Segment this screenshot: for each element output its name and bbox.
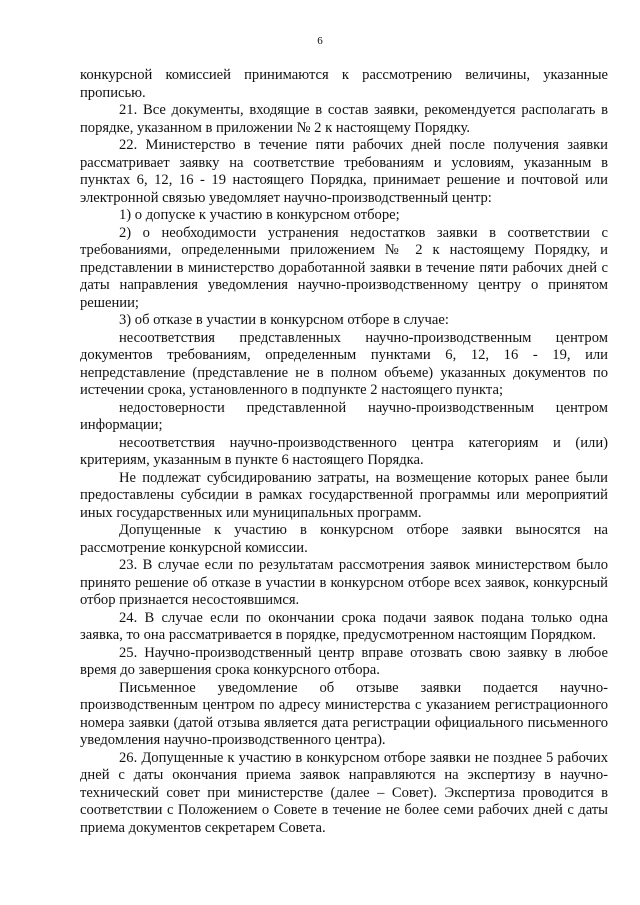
paragraph-item-26: 26. Допущенные к участию в конкурсном отборе заявки не позднее 5 рабочих дней с даты окончания приема заявок направляются на экспертизу в научно-технический совет при министерстве (далее – Совет). Экспертиза проводится в соответствии с Положением о Совете в течение не более семи рабочих дней с даты приема документов секретарем Совета.: [80, 749, 608, 836]
paragraph-withdrawal-notice: Письменное уведомление об отзыве заявки подается научно-производственным центром по адресу министерства с указанием регистрационного номера заявки (датой отзыва является дата регистрации официального письменного уведомления научно-производственного центра).: [80, 679, 608, 748]
subitem-2-corrections: 2) о необходимости устранения недостатков заявки в соответствии с требованиями, определенными приложением № 2 к настоящему Порядку, и представлении в министерство доработанной заявки в течение пяти рабочих дней с даты направления уведомления научно-производственному центру о принятом решении;: [80, 224, 608, 311]
refusal-reason-inaccuracy: недостоверности представленной научно-производственным центром информации;: [80, 399, 608, 433]
subitem-1-admission: 1) о допуске к участию в конкурсном отборе;: [119, 207, 400, 223]
paragraph-item-25: 25. Научно-производственный центр вправе отозвать свою заявку в любое время до завершения срока конкурсного отбора.: [80, 644, 608, 678]
paragraph-item-24: 24. В случае если по окончании срока подачи заявок подана только одна заявка, то она рассматривается в порядке, предусмотренном настоящим Порядком.: [80, 609, 608, 643]
paragraph-item-22: 22. Министерство в течение пяти рабочих дней после получения заявки рассматривает заявку на соответствие требованиям и условиям, указанным в пунктах 6, 12, 16 - 19 настоящего Порядка, принимает решение и почтовой или электронной связью уведомляет научно-производственный центр:: [80, 137, 608, 206]
paragraph-item-23: 23. В случае если по результатам рассмотрения заявок министерством было принято решение об отказе в участии в конкурсном отборе всех заявок, конкурсный отбор признается несостоявшимся.: [80, 557, 608, 608]
subitem-3-refusal: 3) об отказе в участии в конкурсном отборе в случае:: [119, 312, 449, 328]
page-number: 6: [317, 35, 323, 47]
refusal-reason-nonconformity: несоответствия представленных научно-производственным центром документов требованиям, определенным пунктами 6, 12, 16 - 19, или непредставление (представление не в полном объеме) указанных документов по истечении срока, установленного в подпункте 2 настоящего пункта;: [80, 329, 608, 398]
refusal-reason-category-mismatch: несоответствия научно-производственного центра категориям и (или) критериям, указанным в пункте 6 настоящего Порядка.: [80, 434, 608, 468]
paragraph-no-subsidy: Не подлежат субсидированию затраты, на возмещение которых ранее были предоставлены субсидии в рамках государственной программы или мероприятий иных государственных или муниципальных программ.: [80, 469, 608, 521]
document-body: [80, 67, 608, 837]
paragraph-admitted-applications: Допущенные к участию в конкурсном отборе заявки выносятся на рассмотрение конкурсной комиссии.: [80, 522, 608, 556]
paragraph-item-21: 21. Все документы, входящие в состав заявки, рекомендуется располагать в порядке, указанном в приложении № 2 к настоящему Порядку.: [80, 102, 608, 136]
paragraph-continuation: конкурсной комиссией принимаются к рассмотрению величины, указанные прописью.: [80, 67, 608, 101]
